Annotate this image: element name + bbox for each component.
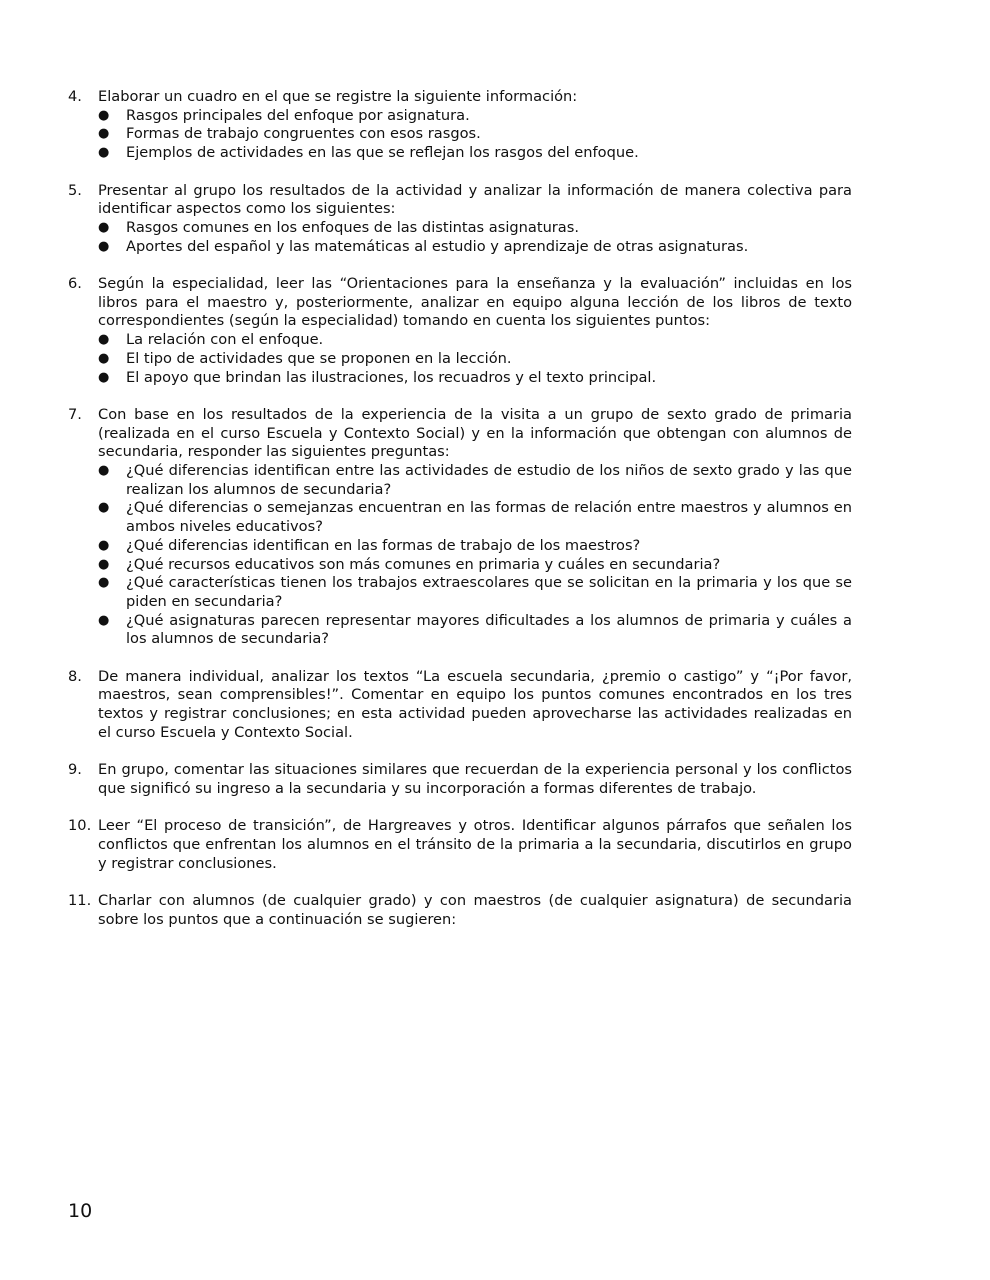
item-number: 5. — [68, 181, 82, 199]
bullet-icon: ● — [98, 219, 110, 235]
bullet-icon: ● — [98, 369, 110, 385]
document-body — [68, 88, 852, 948]
bullet-list — [98, 462, 852, 649]
list-item-6 — [68, 275, 852, 387]
bullet-item: ● Rasgos principales del enfoque por asignatura. — [98, 106, 470, 124]
item-text: Con base en los resultados de la experiencia de la visita a un grupo de sexto grado de primaria (realizada en el curso Escuela y Contexto Social) y en la información que obtengan con alumnos de secundaria, responder las siguientes preguntas: — [98, 405, 852, 461]
page-number: 10 — [68, 1200, 93, 1222]
bullet-item: ● Formas de trabajo congruentes con esos rasgos. — [98, 125, 481, 143]
bullet-list — [98, 331, 852, 387]
bullet-icon: ● — [98, 332, 110, 348]
item-text: Según la especialidad, leer las “Orientaciones para la enseñanza y la evaluación” incluidas en los libros para el maestro y, posteriormente, analizar en equipo alguna lección de los libros de texto correspondientes (según la especialidad) tomando en cuenta los siguientes puntos: — [98, 275, 852, 330]
list-item-10 — [68, 817, 852, 873]
item-text: Charlar con alumnos (de cualquier grado) y con maestros (de cualquier asignatura) de secundaria sobre los puntos que a continuación se sugieren: — [98, 892, 852, 928]
bullet-item: ● Aportes del español y las matemáticas al estudio y aprendizaje de otras asignaturas. — [98, 237, 749, 255]
bullet-list — [98, 219, 852, 256]
item-text: Presentar al grupo los resultados de la actividad y analizar la información de manera colectiva para identificar aspectos como los siguientes: — [98, 181, 852, 218]
bullet-icon: ● — [98, 537, 110, 553]
item-number: 11. — [68, 892, 92, 910]
bullet-item: ● La relación con el enfoque. — [98, 331, 324, 349]
bullet-item: ● ¿Qué diferencias o semejanzas encuentran en las formas de relación entre maestros y alumnos en ambos niveles educativos? — [98, 499, 852, 536]
item-text: En grupo, comentar las situaciones similares que recuerdan de la experiencia personal y los conflictos que significó su ingreso a la secundaria y su incorporación a formas diferentes de trabajo. — [98, 761, 852, 797]
list-item-8 — [68, 668, 852, 743]
bullet-item: ● El tipo de actividades que se proponen en la lección. — [98, 349, 512, 367]
item-number: 8. — [68, 667, 82, 685]
bullet-item: ● El apoyo que brindan las ilustraciones, los recuadros y el texto principal. — [98, 368, 657, 386]
item-number: 6. — [68, 275, 82, 292]
bullet-item: ● Ejemplos de actividades en las que se reflejan los rasgos del enfoque. — [98, 144, 639, 162]
bullet-item: ● ¿Qué recursos educativos son más comunes en primaria y cuáles en secundaria? — [98, 555, 721, 573]
item-text: De manera individual, analizar los textos “La escuela secundaria, ¿premio o castigo” y “¡Por favor, maestros, sean comprensibles!”. Comentar en equipo los puntos comunes encontrados en los tres textos y registrar conclusiones; en esta actividad pueden aprovecharse las actividades realizadas en el curso Escuela y Contexto Social. — [98, 667, 852, 741]
bullet-item: ● ¿Qué asignaturas parecen representar mayores dificultades a los alumnos de primaria y cuáles a los alumnos de secundaria? — [98, 611, 852, 648]
bullet-icon: ● — [98, 612, 110, 628]
bullet-icon: ● — [98, 238, 110, 254]
list-item-9 — [68, 761, 852, 798]
list-item-7 — [68, 406, 852, 649]
item-text: Elaborar un cuadro en el que se registre la siguiente información: — [98, 88, 578, 105]
bullet-icon: ● — [98, 145, 110, 161]
bullet-item: ● Rasgos comunes en los enfoques de las distintas asignaturas. — [98, 218, 579, 236]
item-number: 10. — [68, 817, 92, 835]
bullet-item: ● ¿Qué diferencias identifican en las formas de trabajo de los maestros? — [98, 536, 641, 554]
list-item-11 — [68, 892, 852, 929]
item-number: 7. — [68, 405, 82, 423]
bullet-icon: ● — [98, 500, 110, 516]
item-number: 9. — [68, 761, 82, 779]
bullet-item: ● ¿Qué características tienen los trabajos extraescolares que se solicitan en la primaria y los que se piden en secundaria? — [98, 574, 852, 610]
bullet-icon: ● — [98, 126, 110, 142]
list-item-4 — [68, 88, 852, 163]
bullet-icon: ● — [98, 575, 110, 591]
bullet-icon: ● — [98, 463, 110, 479]
item-number: 4. — [68, 88, 82, 105]
list-item-5 — [68, 182, 852, 257]
bullet-icon: ● — [98, 107, 110, 123]
bullet-list — [98, 107, 852, 163]
bullet-icon: ● — [98, 350, 110, 366]
bullet-icon: ● — [98, 556, 110, 572]
item-text: Leer “El proceso de transición”, de Hargreaves y otros. Identificar algunos párrafos que señalen los conflictos que enfrentan los alumnos en el tránsito de la primaria a la secundaria, discutirlos en grupo y registrar conclusiones. — [98, 817, 852, 872]
bullet-item: ● ¿Qué diferencias identifican entre las actividades de estudio de los niños de sexto grado y las que realizan los alumnos de secundaria? — [98, 462, 852, 498]
